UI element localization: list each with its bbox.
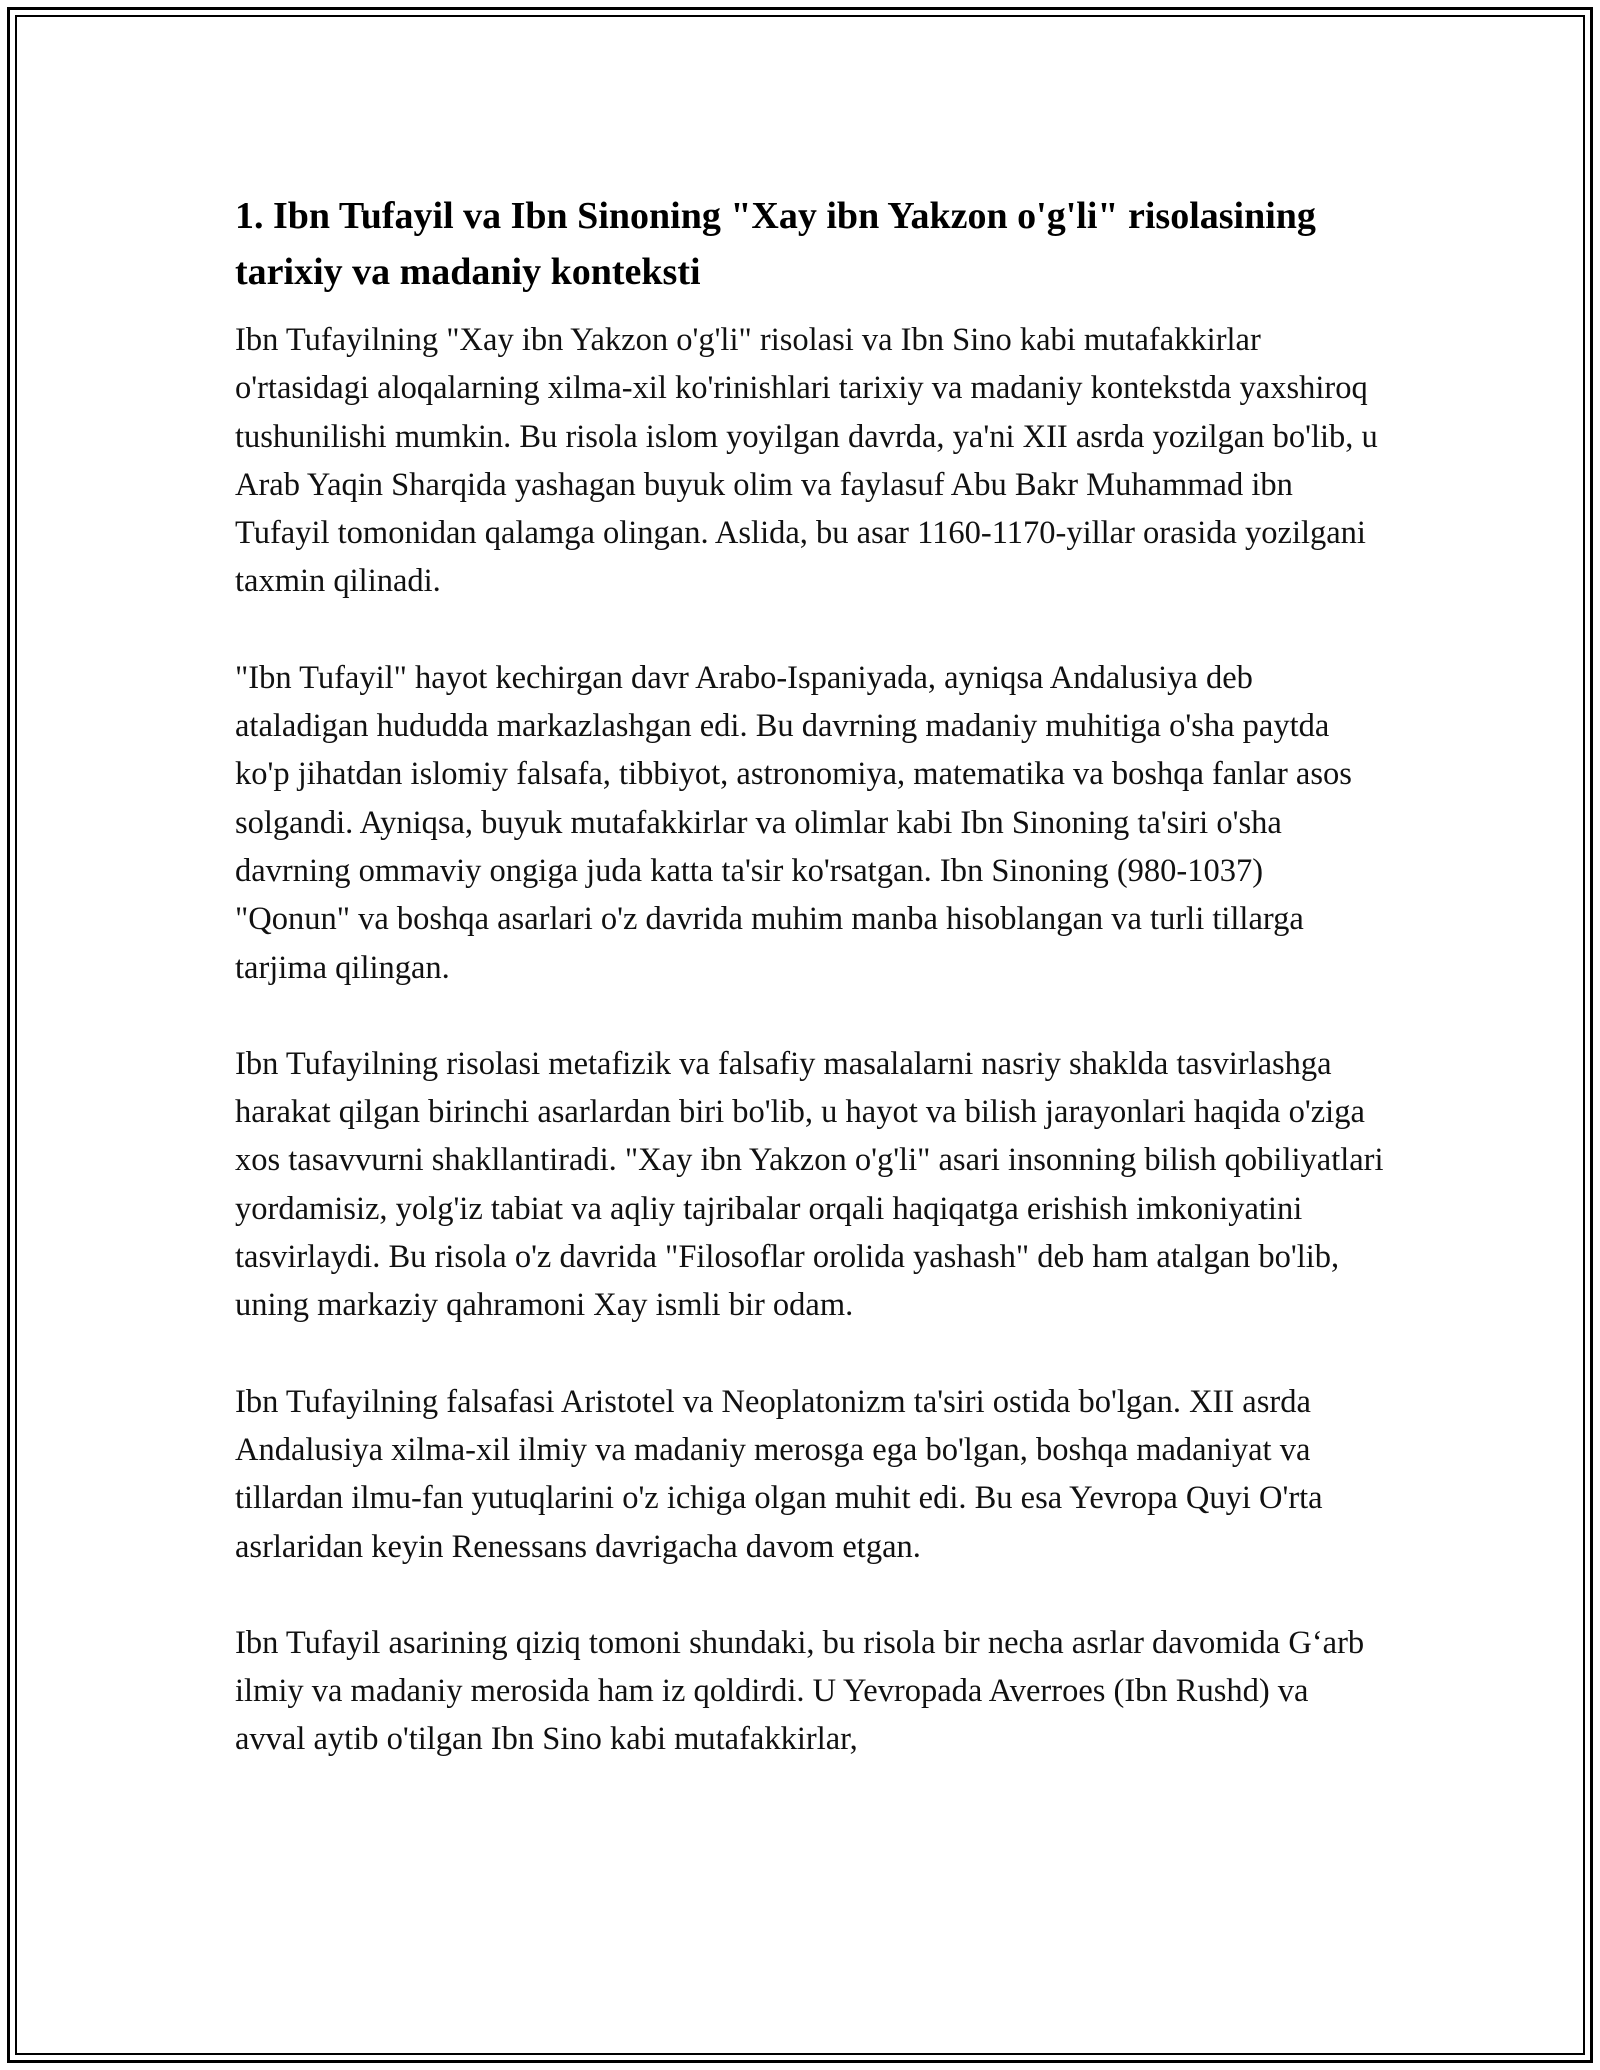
paragraph-1: Ibn Tufayilning "Xay ibn Yakzon o'g'li" risolasi va Ibn Sino kabi mutafakkirlar o'rtasidagi aloqalarning xilma-xil ko'rinishlari tarixiy va madaniy kontekstda yaxshiroq tushunilishi mumkin. Bu risola islom yoyilgan davrda, ya'ni XII asrda yozilgan bo'lib, u Arab Yaqin Sharqida yashagan buyuk olim va faylasuf Abu Bakr Muhammad ibn Tufayil tomonidan qalamga olingan. Aslida, bu asar 1160-1170-yillar orasida yozilgani taxmin qilinadi. <box>235 322 1378 600</box>
paragraph-3: Ibn Tufayilning risolasi metafizik va falsafiy masalalarni nasriy shaklda tasvirlashga harakat qilgan birinchi asarlardan biri bo'lib, u hayot va bilish jarayonlari haqida o'ziga xos tasavvurni shakllantiradi. "Xay ibn Yakzon o'g'li" asari insonning bilish qobiliyatlari yordamisiz, yolg'iz tabiat va aqliy tajribalar orqali haqiqatga erishish imkoniyatini tasvirlaydi. Bu risola o'z davrida "Filosoflar orolida yashash" deb ham atalgan bo'lib, uning markaziy qahramoni Xay ismli bir odam. <box>235 1045 1384 1324</box>
section-heading: 1. Ibn Tufayil va Ibn Sinoning "Xay ibn Yakzon o'g'li" risolasining tarixiy va madaniy konteksti <box>235 195 1316 293</box>
document-body <box>235 188 1385 1812</box>
paragraph-2: "Ibn Tufayil" hayot kechirgan davr Arabo-Ispaniyada, ayniqsa Andalusiya deb ataladigan hududda markazlashgan edi. Bu davrning madaniy muhitiga o'sha paytda ko'p jihatdan islomiy falsafa, tibbiyot, astronomiya, matematika va boshqa fanlar asos solgandi. Ayniqsa, buyuk mutafakkirlar va olimlar kabi Ibn Sinoning ta'siri o'sha davrning ommaviy ongiga juda katta ta'sir ko'rsatgan. Ibn Sinoning (980-1037) "Qonun" va boshqa asarlari o'z davrida muhim manba hisoblangan va turli tillarga tarjima qilingan. <box>235 659 1352 986</box>
paragraph-5: Ibn Tufayil asarining qiziq tomoni shundaki, bu risola bir necha asrlar davomida G‘arb ilmiy va madaniy merosida ham iz qoldirdi. U Yevropada Averroes (Ibn Rushd) va avval aytib o'tilgan Ibn Sino kabi mutafakkirlar, <box>235 1624 1365 1758</box>
paragraph-4: Ibn Tufayilning falsafasi Aristotel va Neoplatonizm ta'siri ostida bo'lgan. XII asrda Andalusiya xilma-xil ilmiy va madaniy merosga ega bo'lgan, boshqa madaniyat va tillardan ilmu-fan yutuqlarini o'z ichiga olgan muhit edi. Bu esa Yevropa Quyi O'rta asrlaridan keyin Renessans davrigacha davom etgan. <box>235 1383 1323 1565</box>
